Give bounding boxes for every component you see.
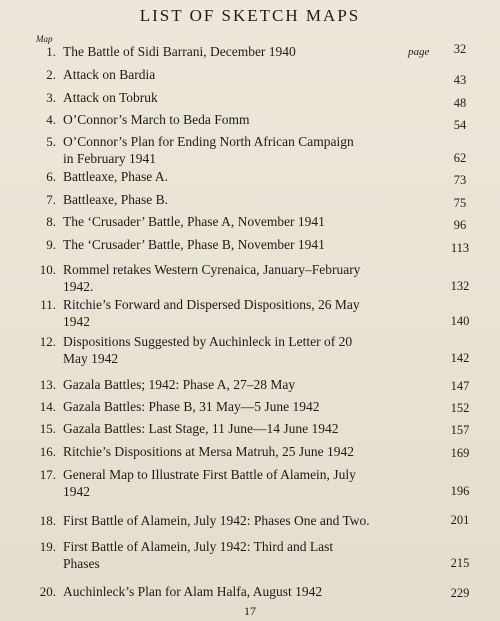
map-title-continued: 1942. xyxy=(63,279,94,294)
map-number: 15. xyxy=(39,421,56,436)
map-number: 9. xyxy=(46,237,56,252)
map-column-label: Map xyxy=(36,34,53,44)
map-title: Dispositions Suggested by Auchinleck in Letter of 20 xyxy=(63,334,353,349)
page-number-ref: 43 xyxy=(453,73,467,87)
page-number-ref: 147 xyxy=(450,379,470,393)
page-number-ref: 75 xyxy=(453,196,467,210)
page-number-ref: 132 xyxy=(450,279,470,293)
map-title: Gazala Battles: Last Stage, 11 June—14 June 1942 xyxy=(63,421,339,436)
page-number-ref: 215 xyxy=(450,556,470,570)
map-title: Ritchie’s Forward and Dispersed Dispositions, 26 May xyxy=(63,297,360,312)
map-title: Rommel retakes Western Cyrenaica, January–February xyxy=(63,262,361,277)
page-number-ref: 169 xyxy=(450,446,470,460)
page-number-ref: 142 xyxy=(450,351,470,365)
map-title: Auchinleck’s Plan for Alam Halfa, August 1942 xyxy=(63,584,323,599)
map-number: 17. xyxy=(39,467,56,482)
page-number: 17 xyxy=(244,604,256,618)
map-title: Ritchie’s Dispositions at Mersa Matruh, 25 June 1942 xyxy=(63,444,354,459)
page-number-ref: 48 xyxy=(453,96,467,110)
map-title: First Battle of Alamein, July 1942: Phases One and Two. xyxy=(63,513,370,528)
page-number-ref: 196 xyxy=(450,484,470,498)
map-number: 12. xyxy=(39,334,56,349)
map-title: General Map to Illustrate First Battle of Alamein, July xyxy=(63,467,356,482)
map-title-continued: in February 1941 xyxy=(63,151,156,166)
map-title: O’Connor’s March to Beda Fomm xyxy=(63,112,250,127)
map-title-continued: Phases xyxy=(63,556,100,571)
page-number-ref: 157 xyxy=(450,423,470,437)
map-number: 5. xyxy=(46,134,56,149)
map-title: The Battle of Sidi Barrani, December 1940 xyxy=(63,44,296,59)
page-number-ref: 96 xyxy=(453,218,467,232)
map-number: 13. xyxy=(39,377,56,392)
map-number: 10. xyxy=(39,262,56,277)
page-number-ref: 32 xyxy=(453,42,467,56)
page-number-ref: 73 xyxy=(453,173,467,187)
map-number: 19. xyxy=(39,539,56,554)
page-number-ref: 201 xyxy=(450,513,470,527)
page-number-ref: 62 xyxy=(453,151,467,165)
map-title: The ‘Crusader’ Battle, Phase B, November 1941 xyxy=(63,237,325,252)
page-number-ref: 54 xyxy=(453,118,467,132)
map-number: 6. xyxy=(46,169,56,184)
map-title: Attack on Tobruk xyxy=(63,90,158,105)
page-number-ref: 229 xyxy=(450,586,470,600)
map-number: 11. xyxy=(40,297,56,312)
page-number-ref: 152 xyxy=(450,401,470,415)
map-title: The ‘Crusader’ Battle, Phase A, November 1941 xyxy=(63,214,325,229)
map-title-continued: 1942 xyxy=(63,484,90,499)
map-number: 4. xyxy=(46,112,56,127)
map-number: 2. xyxy=(46,67,56,82)
map-number: 20. xyxy=(39,584,56,599)
map-number: 7. xyxy=(46,192,56,207)
map-title: First Battle of Alamein, July 1942: Third and Last xyxy=(63,539,334,554)
map-title: Gazala Battles; 1942: Phase A, 27–28 May xyxy=(63,377,296,392)
page-column-label: page xyxy=(408,46,430,58)
map-number: 16. xyxy=(39,444,56,459)
map-number: 14. xyxy=(39,399,56,414)
page-number-ref: 140 xyxy=(450,314,470,328)
map-title: Gazala Battles: Phase B, 31 May—5 June 1942 xyxy=(63,399,320,414)
map-number: 1. xyxy=(46,44,56,59)
map-title: O’Connor’s Plan for Ending North African Campaign xyxy=(63,134,354,149)
map-title-continued: 1942 xyxy=(63,314,90,329)
map-number: 18. xyxy=(39,513,56,528)
page-number-ref: 113 xyxy=(450,241,470,255)
map-title: Battleaxe, Phase B. xyxy=(63,192,168,207)
map-number: 3. xyxy=(46,90,56,105)
map-title-continued: May 1942 xyxy=(63,351,119,366)
map-title: Attack on Bardia xyxy=(63,67,156,82)
map-title: Battleaxe, Phase A. xyxy=(63,169,168,184)
map-number: 8. xyxy=(46,214,56,229)
page-title: LIST OF SKETCH MAPS xyxy=(139,6,361,25)
